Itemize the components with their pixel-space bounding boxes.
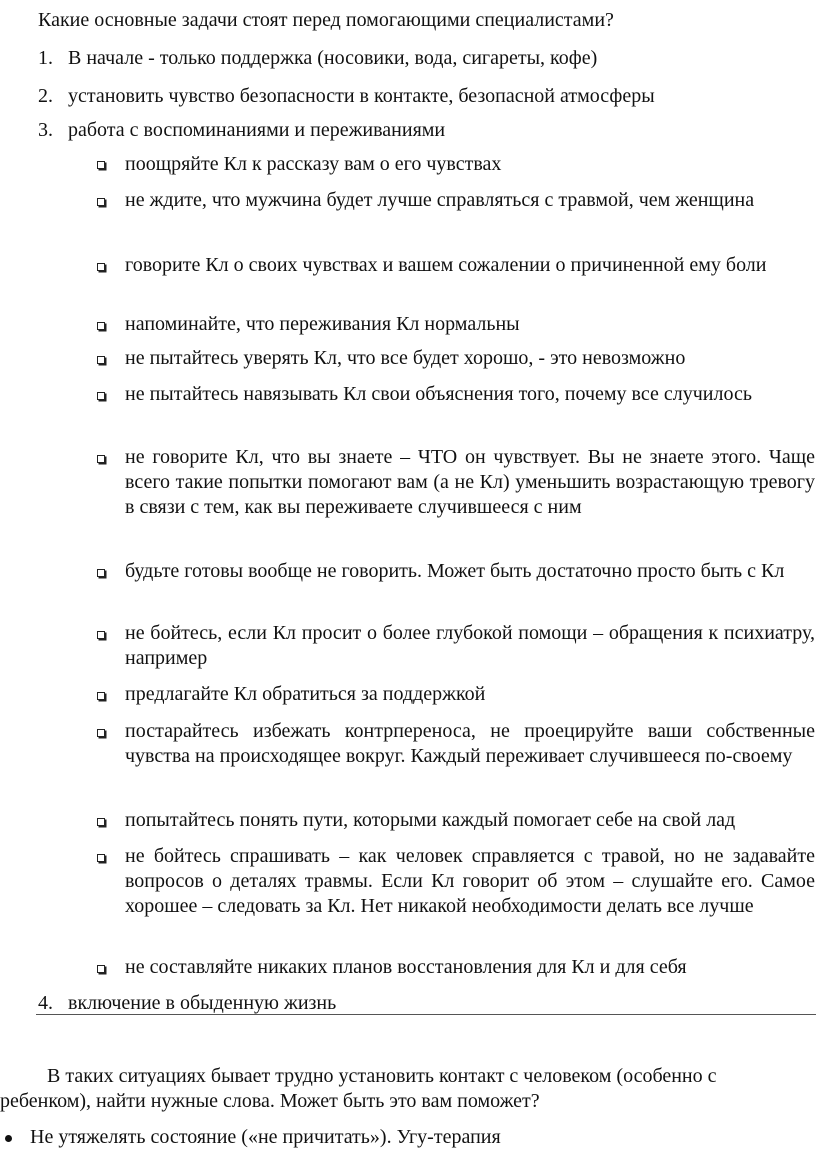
bullet-text: не составляйте никаких планов восстановления для Кл и для себя [125,956,687,978]
bullet-text: напоминайте, что переживания Кл нормальны [125,313,520,335]
checkbox-bullet-icon [97,198,105,206]
checkbox-bullet-icon [97,569,105,577]
checkbox-bullet-icon [97,818,105,826]
checkbox-bullet-icon [97,692,105,700]
checkbox-bullet-icon [97,356,105,364]
bullet-text: будьте готовы вообще не говорить. Может быть достаточно просто быть с Кл [125,560,785,582]
item-number: 3. [38,119,53,141]
checkbox-bullet-icon [97,631,105,639]
bullet-text: предлагайте Кл обратиться за поддержкой [125,683,486,705]
item-text: установить чувство безопасности в контакте, безопасной атмосферы [68,85,655,107]
item-text: включение в обыденную жизнь [68,992,337,1014]
bullet-text: постарайтесь избежать контрпереноса, не проецируйте ваши собственные чувства на происходящее вокруг. Каждый переживает случившееся по-своему [125,720,815,767]
bullet-text: не пытайтесь уверять Кл, что все будет хорошо, - это невозможно [125,347,686,369]
divider [36,1014,816,1015]
checkbox-bullet-icon [97,392,105,400]
item-text: работа с воспоминаниями и переживаниями [68,119,446,141]
bullet-text: попытайтесь понять пути, которыми каждый помогает себе на свой лад [125,809,736,831]
checkbox-bullet-icon [97,854,105,862]
checkbox-bullet-icon [97,455,105,463]
bullet-text: не ждите, что мужчина будет лучше справляться с травмой, чем женщина [125,189,755,211]
item-number: 2. [38,85,53,107]
checkbox-bullet-icon [97,263,105,271]
item-number: 1. [38,47,53,69]
bullet-text: Не утяжелять состояние («не причитать»). Угу-терапия [30,1126,501,1148]
checkbox-bullet-icon [97,322,105,330]
bullet-text: не говорите Кл, что вы знаете – ЧТО он чувствует. Вы не знаете этого. Чаще всего такие попытки помогают вам (а не Кл) уменьшить возрастающую тревогу в связи с тем, как вы переживаете случившееся с ним [125,446,815,518]
bullet-text: поощряйте Кл к рассказу вам о его чувствах [125,153,502,175]
bullet-dot-icon [5,1135,12,1142]
item-text: В начале - только поддержка (носовики, вода, сигареты, кофе) [68,47,598,69]
checkbox-bullet-icon [97,729,105,737]
paragraph-line: В таких ситуациях бывает трудно установить контакт с человеком (особенно с [47,1065,717,1087]
bullet-text: не бойтесь, если Кл просит о более глубокой помощи – обращения к психиатру, например [125,622,815,669]
intro-question: Какие основные задачи стоят перед помогающими специалистами? [38,9,614,31]
item-number: 4. [38,992,53,1014]
paragraph-line: ребенком), найти нужные слова. Может быть это вам поможет? [0,1090,540,1112]
bullet-text: говорите Кл о своих чувствах и вашем сожалении о причиненной ему боли [125,254,767,276]
checkbox-bullet-icon [97,161,105,169]
checkbox-bullet-icon [97,965,105,973]
bullet-text: не бойтесь спрашивать – как человек справляется с травой, но не задавайте вопросов о деталях травмы. Если Кл говорит об этом – слушайте его. Самое хорошее – следовать за Кл. Нет никакой необходимости делать все лучше [125,845,815,917]
bullet-text: не пытайтесь навязывать Кл свои объяснения того, почему все случилось [125,383,752,405]
